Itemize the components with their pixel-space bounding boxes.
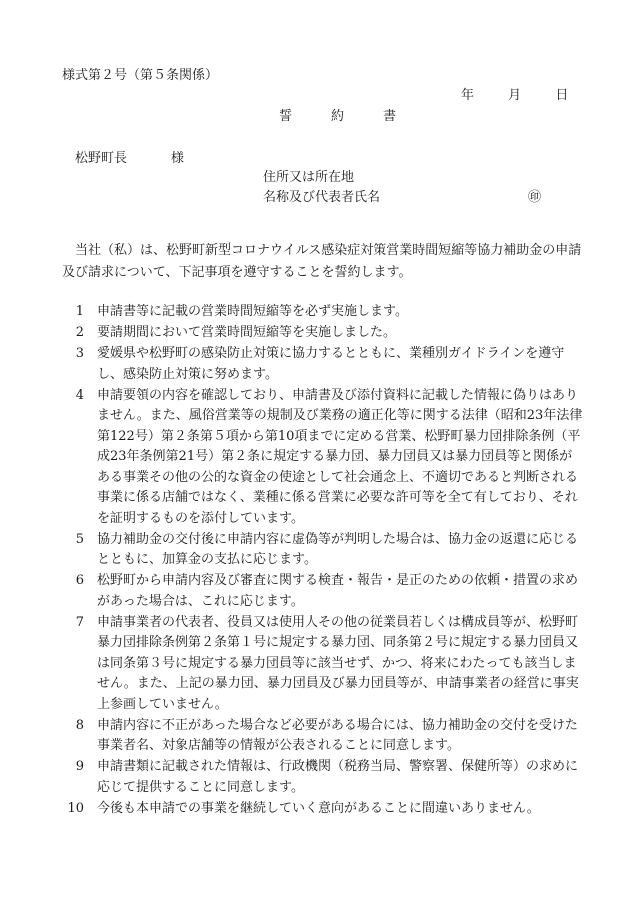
- addressee: [75, 147, 184, 166]
- item-text: 協力補助金の交付後に申請内容に虚偽等が判明した場合は、協力金の返還に応じるとともに、加算金の支払に応じます。: [97, 531, 579, 567]
- seal-icon: ㊞: [528, 190, 542, 205]
- date-day-label: 日: [555, 88, 569, 103]
- document-title: 誓 約 書: [279, 109, 410, 124]
- intro-paragraph: 当社（私）は、松野町新型コロナウイルス感染症対策営業時間短縮等協力補助金の申請及び請求について、下記事項を遵守することを誓約します。: [62, 243, 582, 280]
- list-item: [62, 323, 584, 344]
- item-text: 要請期間において営業時間短縮等を実施しました。: [97, 325, 397, 340]
- list-item: [62, 757, 584, 798]
- list-item: [62, 386, 584, 530]
- list-item: [62, 799, 584, 820]
- item-number: 4: [75, 387, 84, 403]
- list-item: [62, 571, 584, 612]
- list-item: [62, 530, 584, 571]
- item-number: 8: [75, 717, 84, 733]
- list-item: [62, 344, 584, 385]
- list-item: [62, 302, 584, 323]
- item-number: 3: [75, 346, 84, 361]
- addressee-honorific: 様: [171, 151, 185, 166]
- item-text: 申請書類に記載された情報は、行政機関（税務当局、警察署、保健所等）の求めに応じて提供することに同意します。: [97, 759, 579, 795]
- item-number: 2: [75, 325, 84, 340]
- item-number: 6: [75, 573, 84, 588]
- date-line: [461, 84, 568, 103]
- item-text: 申請事業者の代表者、役員又は使用人その他の従業員若しくは構成員等が、松野町暴力団排除条例第２条第１号に規定する暴力団、同条第２号に規定する暴力団員又は同条第３号に規定する暴力団員等に該当せず、かつ、将来にわたっても該当しません。また、上記の暴力団、暴力団員及び暴力団員等が、申請事業者の経営に事実上参画していません。: [97, 614, 579, 712]
- address-label: 住所又は所在地: [263, 170, 355, 185]
- list-item: [62, 613, 584, 716]
- date-month-label: 月: [508, 88, 522, 103]
- list-item: [62, 716, 584, 757]
- item-number: 9: [75, 759, 84, 774]
- item-text: 申請要領の内容を確認しており、申請書及び添付資料に記載した情報に偽りはありません。また、風俗営業等の規制及び業務の適正化等に関する法律（昭和23年法律第122号）第２条第５項から第10項までに定める営業、松野町暴力団排除条例（平成23年条例第21号）第２条に規定する暴力団、暴力団員又は暴力団員等と関係がある事業その他の公的な資金の使途として社会通念上、不適切であると判断される事業に係る店舗ではなく、業種に係る営業に必要な許可等を全て有しており、それを証明するものを添付しています。: [97, 387, 583, 526]
- item-number: 10: [67, 800, 84, 816]
- item-text: 申請内容に不正があった場合など必要がある場合には、協力補助金の交付を受けた事業者名、対象店舗等の情報が公表されることに同意します。: [97, 717, 578, 753]
- item-text: 申請書等に記載の営業時間短縮等を必ず実施します。: [97, 304, 408, 319]
- addressee-name: 松野町長: [75, 151, 128, 166]
- item-text: 愛媛県や松野町の感染防止対策に協力するとともに、業種別ガイドラインを遵守し、感染防止対策に努めます。: [97, 346, 565, 382]
- item-text: 松野町から申請内容及び審査に関する検査・報告・是正のための依頼・措置の求めがあった場合は、これに応じます。: [97, 573, 579, 609]
- date-year-label: 年: [461, 88, 475, 103]
- form-number: 様式第２号（第５条関係）: [62, 68, 219, 83]
- item-number: 1: [75, 304, 84, 319]
- item-text: 今後も本申請での事業を継続していく意向があることに間違いありません。: [97, 800, 540, 816]
- item-number: 7: [75, 614, 84, 630]
- item-number: 5: [75, 531, 84, 547]
- pledge-list: [62, 302, 584, 819]
- representative-name-label: 名称及び代表者氏名: [263, 190, 381, 205]
